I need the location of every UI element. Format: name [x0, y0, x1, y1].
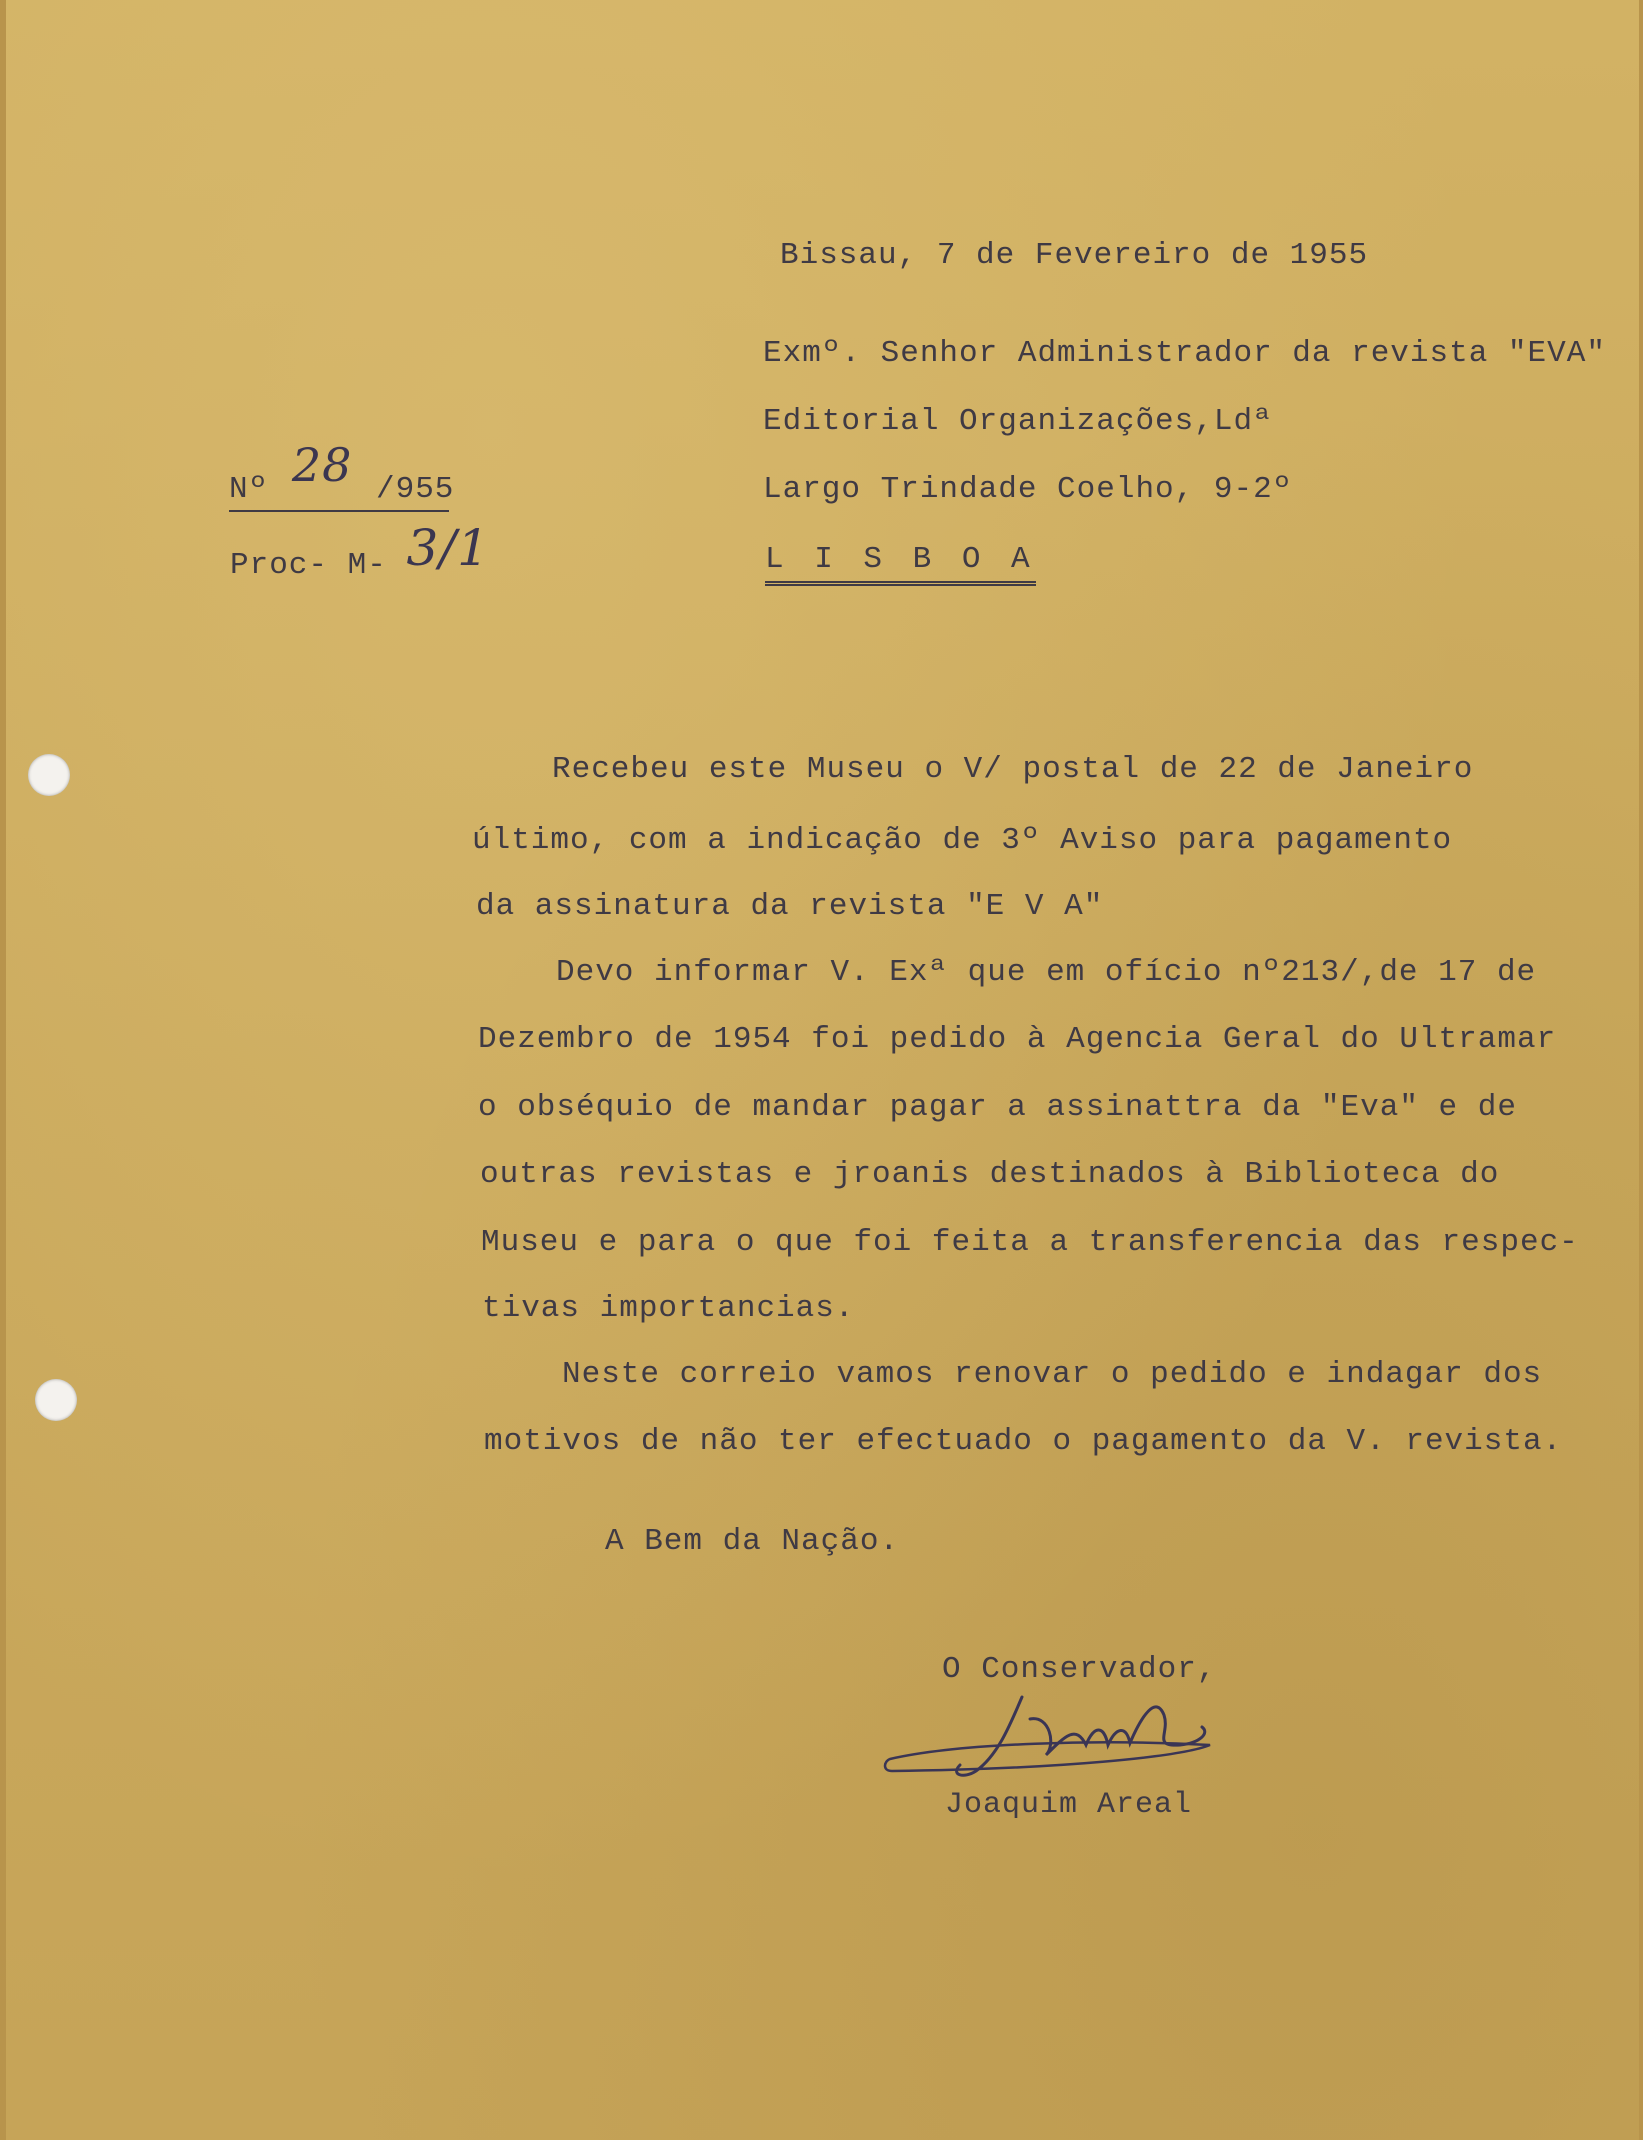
recipient-line-1: Exmº. Senhor Administrador da revista "EVA" [763, 336, 1606, 371]
reference-number-line [229, 438, 455, 512]
body-line-9: tivas importancias. [482, 1291, 855, 1326]
body-line-11: motivos de não ter efectuado o pagamento da V. revista. [484, 1424, 1563, 1459]
recipient-city: L I S B O A [765, 542, 1036, 586]
body-line-6: o obséquio de mandar pagar a assinattra da "Eva" e de [478, 1090, 1517, 1125]
paper-right-edge [1639, 0, 1643, 2140]
reference-number-year: /955 [375, 472, 455, 507]
body-line-2: último, com a indicação de 3º Aviso para pagamento [472, 823, 1453, 858]
body-line-4: Devo informar V. Exª que em ofício nº213/,de 17 de [556, 955, 1537, 990]
body-line-8: Museu e para o que foi feita a transferencia das respec- [481, 1225, 1579, 1260]
recipient-line-2: Editorial Organizações,Ldª [763, 404, 1273, 439]
recipient-line-3: Largo Trindade Coelho, 9-2º [763, 472, 1293, 507]
place-date: Bissau, 7 de Fevereiro de 1955 [780, 238, 1369, 273]
handwritten-signature [880, 1685, 1230, 1795]
closing: A Bem da Nação. [605, 1524, 900, 1559]
body-line-5: Dezembro de 1954 foi pedido à Agencia Geral do Ultramar [478, 1022, 1557, 1057]
reference-proc-line [230, 519, 490, 585]
punch-hole-bottom [35, 1379, 77, 1421]
reference-number-prefix: Nº [229, 472, 269, 507]
reference-number-handwritten: 28 [291, 438, 353, 492]
body-line-7: outras revistas e jroanis destinados à Biblioteca do [480, 1157, 1500, 1192]
signature-title: O Conservador, [942, 1652, 1217, 1687]
reference-proc-label: Proc- M- [230, 548, 387, 583]
reference-proc-handwritten: 3/1 [406, 519, 490, 577]
signature-name: Joaquim Areal [945, 1788, 1193, 1822]
body-line-1: Recebeu este Museu o V/ postal de 22 de Janeiro [552, 752, 1474, 787]
punch-hole-top [28, 754, 70, 796]
body-line-10: Neste correio vamos renovar o pedido e indagar dos [562, 1357, 1543, 1392]
paper-left-edge [0, 0, 6, 2140]
body-line-3: da assinatura da revista "E V A" [476, 889, 1104, 924]
